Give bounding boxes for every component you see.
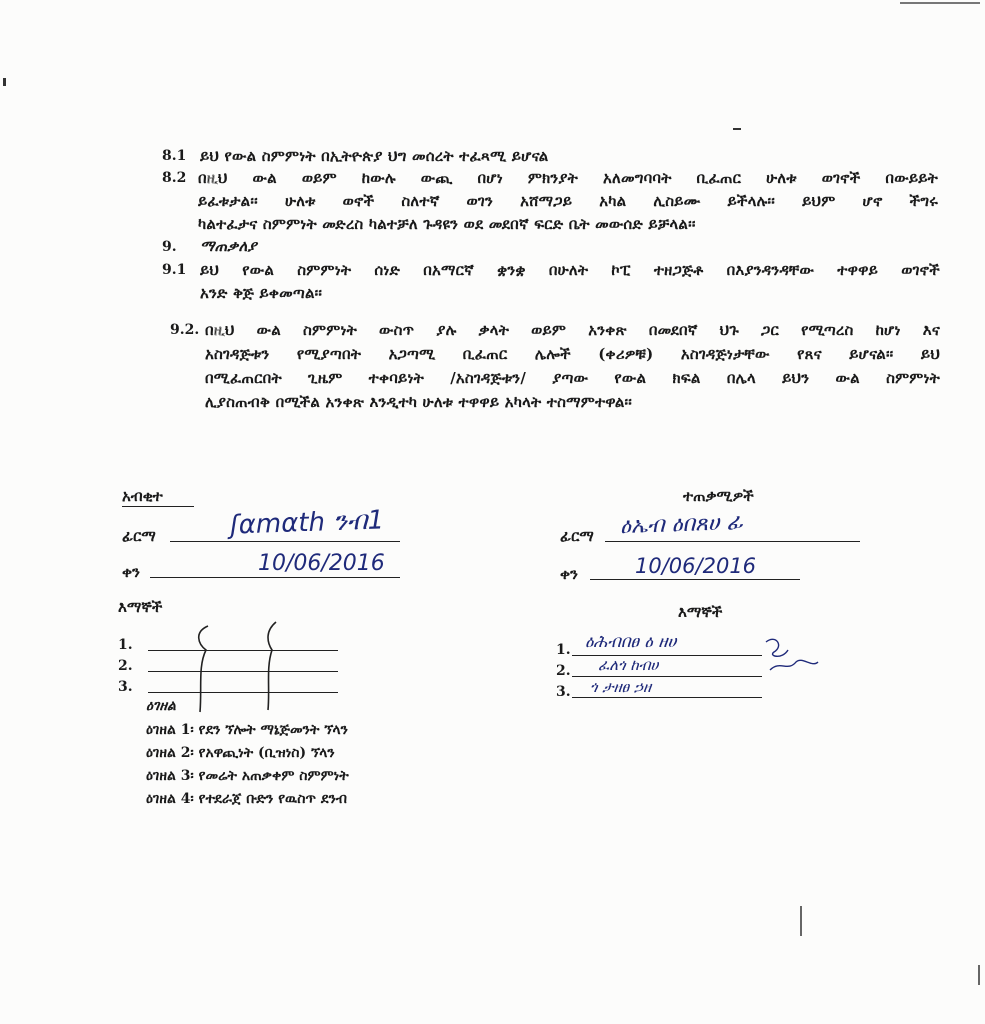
section-9-2-line: በዚህ ውል ስምምነት ውስጥ ያሉ ቃላት ወይም አንቀጽ በመደበኛ ህጉ ጋር የሚጣረስ ከሆነ እና	[205, 321, 940, 339]
right-witness-heading: እማኞች	[678, 603, 723, 621]
scan-mark	[800, 906, 802, 936]
right-witness-line	[572, 697, 762, 698]
right-witness-line	[572, 676, 762, 677]
right-witness-name: ፈለጎ ከብሀ	[598, 656, 659, 674]
left-witness-number: 3.	[118, 679, 133, 695]
attachment-item: ዕገዘል 3፡ የመሬት አጠቃቀም ስምምነት	[146, 768, 349, 784]
right-witness-number: 1.	[556, 642, 571, 658]
left-sign-line	[170, 541, 400, 542]
right-date-line	[590, 579, 800, 580]
section-number: 9.2.	[170, 322, 200, 338]
left-witness-number: 2.	[118, 658, 133, 674]
section-8-2-line: ይፈቱታል፡፡ ሁለቱ ወኖች ስለተኛ ወገን አሸማጋይ አካል ሊስይሙ ይችላሉ፡፡ ይህም ሆኖ ችግሩ	[198, 192, 938, 210]
left-date-value: 10/06/2016	[258, 551, 385, 576]
heading-underline	[122, 506, 194, 507]
section-number: 9.	[162, 239, 177, 255]
right-witness-name: ዕሕብበፀ ዕ ዘሀ	[585, 632, 677, 652]
scan-mark	[900, 2, 980, 4]
left-witness-heading: እማኞች	[118, 598, 163, 616]
attachment-item: ዕገዘል 1፡ የደን ኘሎት ማኔጅመንት ኘላን	[146, 722, 348, 738]
left-party-heading: አብቂተ	[122, 487, 163, 505]
section-9-title: ማጠቃለያ	[200, 237, 257, 255]
right-sign-label: ፊርማ	[560, 527, 594, 545]
scan-mark	[978, 965, 980, 985]
section-9-1-line: አንድ ቅጅ ይቀመጣል፡፡	[200, 284, 323, 302]
section-9-1-line: ይህ የውል ስምምነት ሰነድ በአማርኛ ቋንቋ በሁለት ኮፒ ተዘጋጅቶ በእያንዳንዳቸው ተዋዋይ ወገኖች	[200, 261, 940, 279]
scan-mark	[3, 78, 6, 86]
section-9-2-line: በሚፈጠርበት ጊዜም ተቀባይነት /አስገዳጅቱን/ ያጣው የውል ክፍል በሌላ ይህን ውል ስምምነት	[205, 369, 940, 387]
right-party-heading: ተጠቃሚዎች	[683, 487, 754, 505]
section-number: 8.2	[162, 170, 187, 186]
right-signature: ዕኤብ ዕበጸሀ ፊ	[619, 509, 744, 540]
left-witness-number: 1.	[118, 637, 133, 653]
section-number: 9.1	[162, 262, 187, 278]
section-number: 8.1	[162, 148, 187, 164]
witness-strike-marks	[180, 618, 290, 718]
left-sign-label: ፊርማ	[122, 527, 156, 545]
left-date-line	[150, 577, 400, 578]
section-9-2-line: አስገዳጅቱን የሚያጣበት አጋጣሚ ቢፈጠር ሌሎች (ቀሪዎቹ) አስገዳጅነታቸው የጸና ይሆናል፡፡ ይህ	[205, 345, 940, 363]
section-8-2-line: በዚህ ውል ወይም ከውሉ ውጪ በሆነ ምክንያት አለመግባባት ቢፈጠር ሁለቱ ወገኖች በውይይት	[198, 169, 938, 187]
section-8-1-text: ይህ የውል ስምምነት በኢትዮጵያ ህግ መሰረት ተፈጻሚ ይሆናል	[200, 147, 549, 165]
right-witness-number: 2.	[556, 663, 571, 679]
left-signature: ʃαmαth ንብ1	[229, 505, 385, 541]
left-date-label: ቀን	[122, 563, 140, 581]
attachments-title: ዕገዘል	[146, 698, 176, 714]
right-date-value: 10/06/2016	[635, 554, 757, 578]
scan-mark	[733, 128, 741, 130]
witness-signature-marks	[762, 632, 822, 682]
section-8-2-line: ካልተፈታና ስምምነት መድረስ ካልተቻለ ጉዳዩን ወደ መደበኛ ፍርድ ቤት መውሰድ ይቻላል፡፡	[198, 215, 696, 233]
right-date-label: ቀን	[560, 565, 578, 583]
attachment-item: ዕገዘል 2፡ የአዋጪነት (ቢዝነስ) ኘላን	[146, 745, 335, 761]
right-sign-line	[605, 541, 860, 542]
attachment-item: ዕገዘል 4፡ የተደራጀ ቡድን የዉስጥ ደንብ	[146, 791, 348, 807]
section-9-2-line: ሊያስጠብቅ በሚችል አንቀጽ እንዲተካ ሁለቱ ተዋዋይ አካላት ተስማምተዋል፡፡	[205, 393, 633, 411]
right-witness-number: 3.	[556, 684, 571, 700]
right-witness-name: ጎ ታዘፀ ኃዘ	[590, 678, 652, 696]
